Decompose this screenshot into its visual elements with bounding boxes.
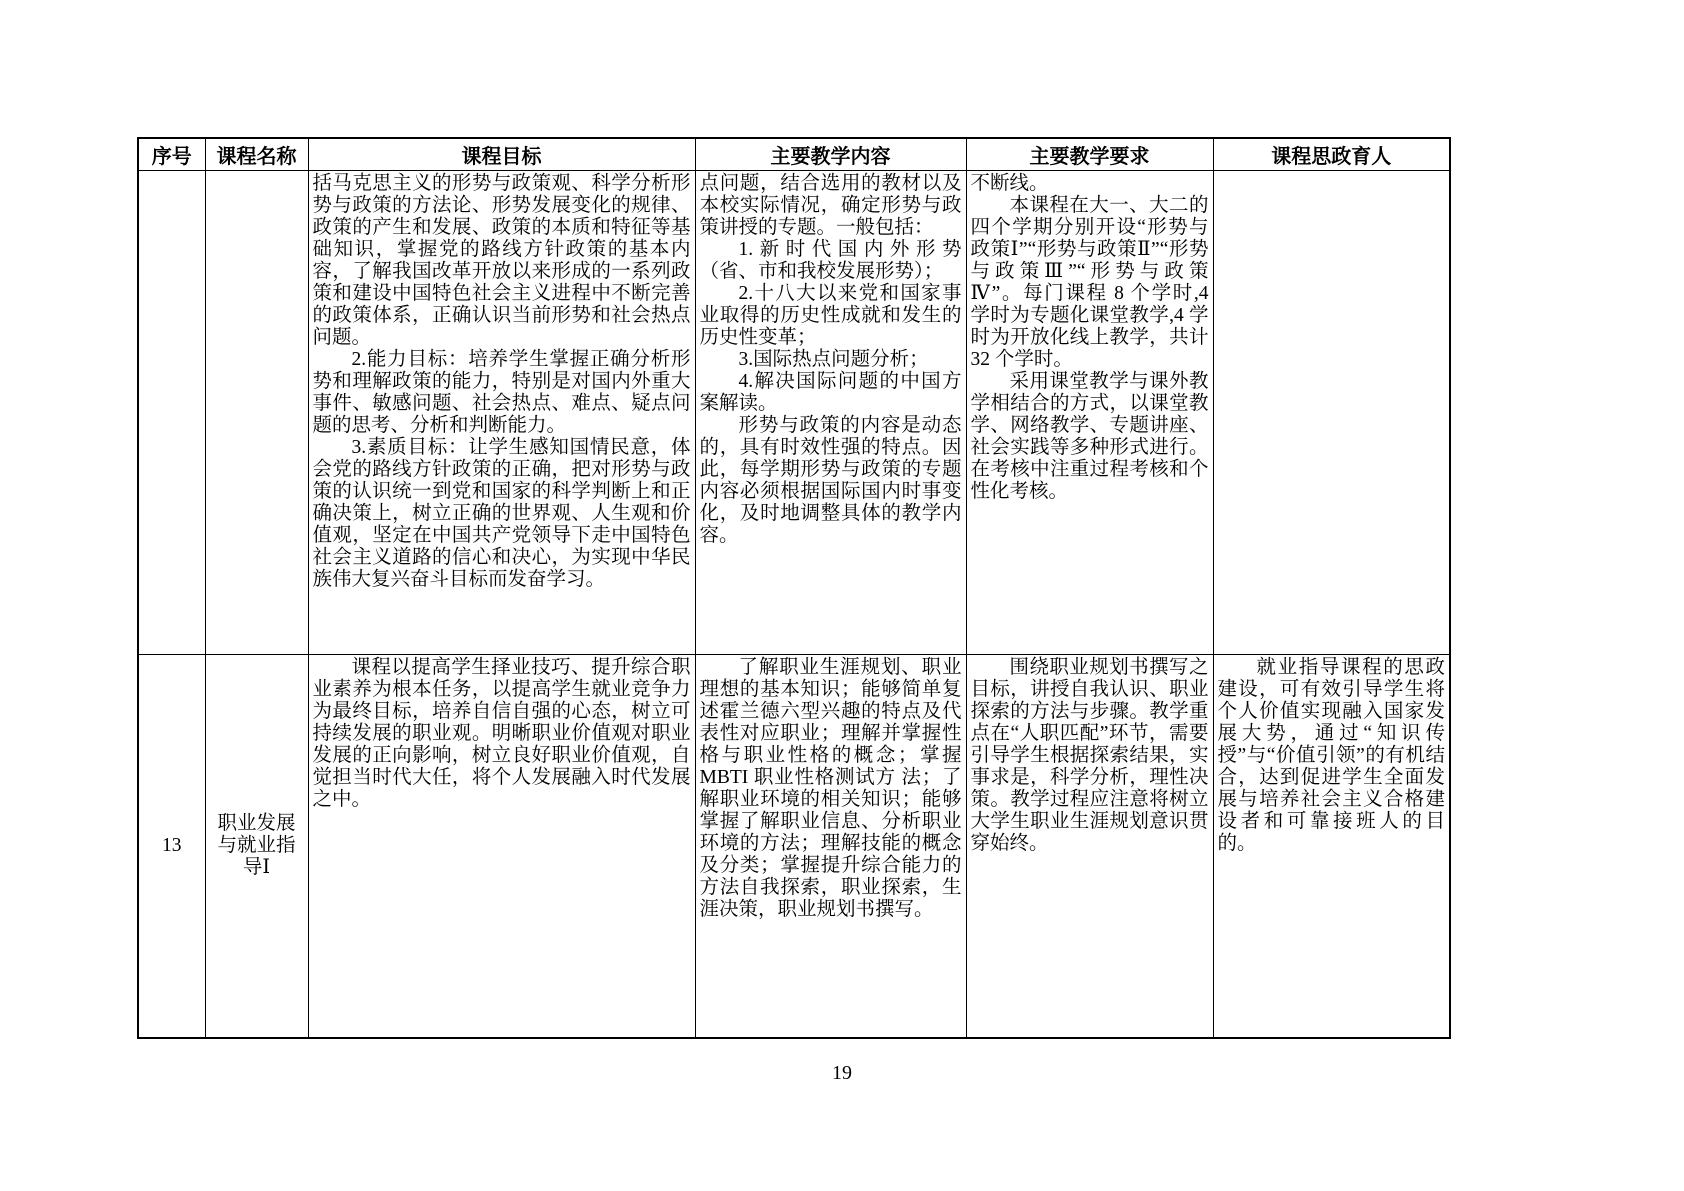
cell-seq [138,171,205,655]
paragraph: 不断线。 [970,173,1049,194]
cell-content [695,655,966,1038]
paragraph: 形势与政策的内容是动态的，具有时效性强的特点。因此，每学期形势与政策的专题内容必须根据国际国内时事变化，及时地调整具体的教学内容。 [699,415,962,546]
cell-seq: 13 [138,655,205,1038]
paragraph: 了解职业生涯规划、职业理想的基本知识；能够简单复述霍兰德六型兴趣的特点及代表性对应职业；理解并掌握性格与职业性格的概念；掌握 MBTI 职业性格测试方 法；了解职业环境的相关知识；能够掌握了解职业信息、分析职业环境的方法；理解技能的概念及分类；掌握提升综合能力的方法自我探索，职业探索，生涯决策，职业规划书撰写。 [699,657,962,920]
cell-ideology [1213,655,1450,1038]
col-header-course-name: 课程名称 [205,138,308,171]
header-row [138,138,1450,171]
cell-requirements [966,171,1213,655]
page-number: 19 [832,1062,852,1084]
cell-content [695,171,966,655]
paragraph: 1.新时代国内外形势（省、市和我校发展形势）； [699,239,962,282]
paragraph: 2.能力目标：培养学生掌握正确分析形势和理解政策的能力，特别是对国内外重大事件、敏感问题、社会热点、难点、疑点问题的思考、分析和判断能力。 [312,349,691,436]
cell-requirements [966,655,1213,1038]
cell-course-name: 职业发展与就业指导Ⅰ [205,655,308,1038]
paragraph: 本课程在大一、大二的四个学期分别开设“形势与政策Ⅰ”“形势与政策Ⅱ”“形势与政策Ⅲ”“形势与政策Ⅳ”。每门课程 8 个学时,4 学时为专题化课堂教学,4 学时为开放化线上教学，共计 32 个学时。 [970,195,1209,370]
table-row-continuation [138,171,1450,655]
col-header-content: 主要教学内容 [695,138,966,171]
paragraph: 4.解决国际问题的中国方案解读。 [699,371,962,414]
cell-objectives [308,171,695,655]
cell-objectives [308,655,695,1038]
paragraph: 3.素质目标：让学生感知国情民意，体会党的路线方针政策的正确，把对形势与政策的认识统一到党和国家的科学判断上和正确决策上，树立正确的世界观、人生观和价值观，坚定在中国共产党领导下走中国特色社会主义道路的信心和决心，为实现中华民族伟大复兴奋斗目标而发奋学习。 [312,437,691,590]
cell-ideology [1213,171,1450,655]
col-header-requirements: 主要教学要求 [966,138,1213,171]
paragraph: 围绕职业规划书撰写之目标，讲授自我认识、职业探索的方法与步骤。教学重点在“人职匹配”环节，需要引导学生根据探索结果，实事求是，科学分析，理性决策。教学过程应注意将树立大学生职业生涯规划意识贯穿始终。 [970,657,1209,854]
paragraph: 点问题，结合选用的教材以及本校实际情况，确定形势与政策讲授的专题。一般包括： [699,173,962,238]
paragraph: 3.国际热点问题分析； [738,349,929,370]
paragraph: 课程以提高学生择业技巧、提升综合职业素养为根本任务，以提高学生就业竞争力为最终目标，培养自信自强的心态，树立可持续发展的职业观。明晰职业价值观对职业发展的正向影响，树立良好职业价值观，自觉担当时代大任，将个人发展融入时代发展之中。 [312,657,691,810]
cell-course-name [205,171,308,655]
col-header-seq: 序号 [138,138,205,171]
table-row-13 [138,655,1450,1038]
paragraph: 2.十八大以来党和国家事业取得的历史性成就和发生的历史性变革； [699,283,962,348]
course-table [137,137,1451,1039]
col-header-ideology: 课程思政育人 [1213,138,1450,171]
paragraph: 采用课堂教学与课外教学相结合的方式，以课堂教学、网络教学、专题讲座、社会实践等多种形式进行。在考核中注重过程考核和个性化考核。 [970,371,1209,502]
col-header-objectives: 课程目标 [308,138,695,171]
paragraph: 就业指导课程的思政建设，可有效引导学生将个人价值实现融入国家发展大势，通过“知识传授”与“价值引领”的有机结合，达到促进学生全面发展与培养社会主义合格建设者和可靠接班人的目的。 [1217,657,1445,854]
paragraph: 括马克思主义的形势与政策观、科学分析形势与政策的方法论、形势发展变化的规律、政策的产生和发展、政策的本质和特征等基础知识，掌握党的路线方针政策的基本内容，了解我国改革开放以来形成的一系列政策和建设中国特色社会主义进程中不断完善的政策体系，正确认识当前形势和社会热点问题。 [312,173,691,348]
